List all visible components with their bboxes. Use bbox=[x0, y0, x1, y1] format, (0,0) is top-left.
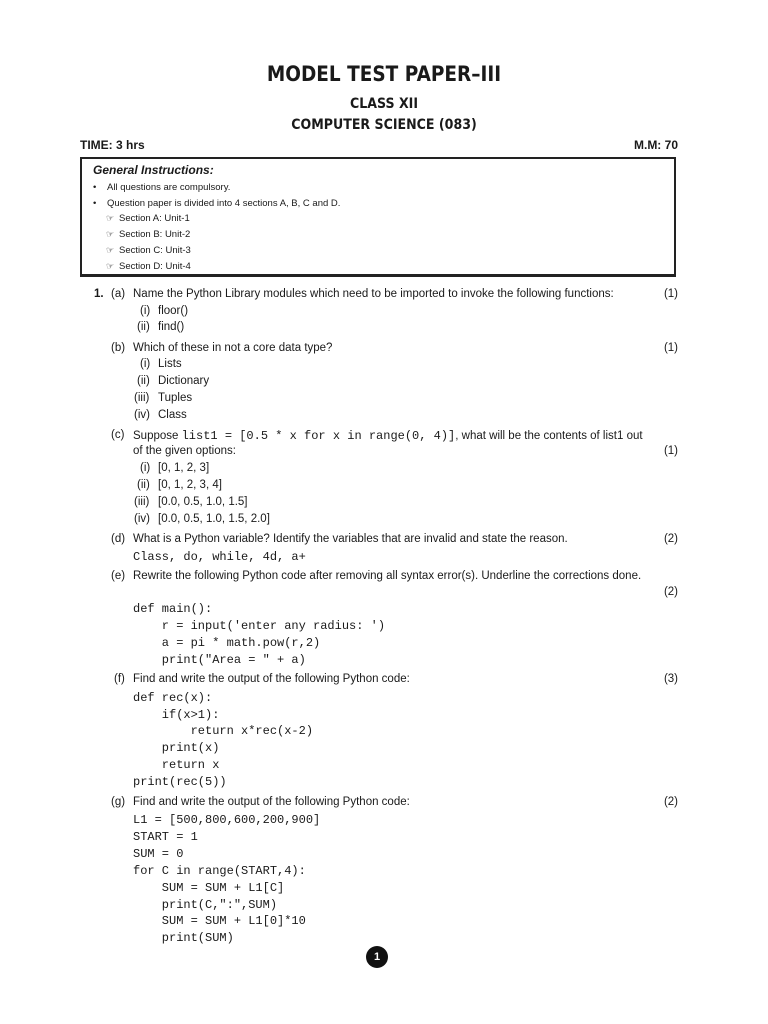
part-b-marks: (1) bbox=[663, 342, 678, 354]
option-text: [0, 1, 2, 3, 4] bbox=[158, 479, 222, 491]
part-f-label: (f) bbox=[114, 673, 125, 685]
part-f-text: Find and write the output of the following Python code: bbox=[133, 673, 410, 685]
part-g-text: Find and write the output of the following Python code: bbox=[133, 796, 410, 808]
part-b-label: (b) bbox=[111, 342, 126, 354]
section-item: ☞ Section C: Unit-3 bbox=[106, 245, 191, 256]
option-label: (iii) bbox=[134, 392, 150, 404]
part-c-text-cont: of the given options: bbox=[133, 445, 236, 457]
part-c-marks: (1) bbox=[663, 445, 678, 457]
code-line: print(C,":",SUM) bbox=[133, 898, 278, 912]
pointing-hand-icon: ☞ bbox=[106, 213, 115, 223]
code-line: return x*rec(x-2) bbox=[133, 724, 314, 738]
part-b-text: Which of these in not a core data type? bbox=[133, 342, 333, 354]
option-text: floor() bbox=[158, 305, 189, 317]
instruction-bullet: • All questions are compulsory. bbox=[93, 182, 231, 193]
option-label: (iv) bbox=[134, 409, 150, 421]
option-label: (ii) bbox=[137, 375, 150, 387]
option-text: find() bbox=[158, 321, 185, 333]
paper-title: MODEL TEST PAPER–III bbox=[266, 62, 502, 86]
option-text: Lists bbox=[158, 358, 182, 370]
part-g-label: (g) bbox=[111, 796, 126, 808]
code-line: for C in range(START,4): bbox=[133, 864, 306, 878]
part-d-text: What is a Python variable? Identify the variables that are invalid and state the reason. bbox=[133, 533, 568, 545]
instruction-bullet: • Question paper is divided into 4 sections A, B, C and D. bbox=[93, 198, 341, 209]
option-label: (i) bbox=[140, 305, 151, 317]
part-a-marks: (1) bbox=[663, 288, 678, 300]
part-c-text: Suppose list1 = [0.5 * x for x in range(0, 4)], what will be the contents of list1 out bbox=[133, 429, 643, 443]
part-e-label: (e) bbox=[111, 570, 126, 582]
option-label: (ii) bbox=[137, 479, 150, 491]
time-label: TIME: 3 hrs bbox=[80, 138, 145, 152]
part-f-marks: (3) bbox=[663, 673, 678, 685]
pointing-hand-icon: ☞ bbox=[106, 245, 115, 255]
option-label: (iv) bbox=[134, 513, 150, 525]
section-item: ☞ Section A: Unit-1 bbox=[106, 213, 190, 224]
option-label: (iii) bbox=[134, 496, 150, 508]
code-line: r = input('enter any radius: ') bbox=[133, 619, 386, 633]
instructions-box bbox=[80, 157, 676, 277]
option-text: [0.0, 0.5, 1.0, 1.5, 2.0] bbox=[158, 513, 270, 525]
option-label: (i) bbox=[140, 358, 151, 370]
part-d-code: Class, do, while, 4d, a+ bbox=[133, 550, 306, 564]
code-line: return x bbox=[133, 758, 220, 772]
code-line: print(SUM) bbox=[133, 931, 234, 945]
code-line: print(x) bbox=[133, 741, 220, 755]
code-line: def rec(x): bbox=[133, 691, 213, 705]
code-line: a = pi * math.pow(r,2) bbox=[133, 636, 321, 650]
option-text: Dictionary bbox=[158, 375, 210, 387]
code-line: def main(): bbox=[133, 602, 213, 616]
instructions-heading: General Instructions: bbox=[93, 163, 214, 177]
code-line: if(x>1): bbox=[133, 708, 220, 722]
bullet-icon: • bbox=[93, 198, 97, 209]
part-e-marks: (2) bbox=[663, 586, 678, 598]
page-number: 1 bbox=[366, 946, 388, 968]
part-a-label: (a) bbox=[111, 288, 126, 300]
part-d-label: (d) bbox=[111, 533, 126, 545]
section-item: ☞ Section B: Unit-2 bbox=[106, 229, 191, 240]
pointing-hand-icon: ☞ bbox=[106, 261, 115, 271]
code-line: L1 = [500,800,600,200,900] bbox=[133, 813, 321, 827]
part-c-label: (c) bbox=[111, 429, 125, 441]
section-item: ☞ Section D: Unit-4 bbox=[106, 261, 191, 272]
part-a-text: Name the Python Library modules which need to be imported to invoke the following functions: bbox=[133, 288, 614, 300]
option-text: Tuples bbox=[158, 392, 193, 404]
bullet-icon: • bbox=[93, 182, 97, 193]
class-label: CLASS XII bbox=[349, 96, 419, 112]
option-label: (ii) bbox=[137, 321, 150, 333]
option-text: [0, 1, 2, 3] bbox=[158, 462, 210, 474]
option-label: (i) bbox=[140, 462, 151, 474]
question-number: 1. bbox=[94, 288, 104, 300]
subject-label: COMPUTER SCIENCE (083) bbox=[291, 117, 477, 133]
code-line: print(rec(5)) bbox=[133, 775, 227, 789]
code-line: print("Area = " + a) bbox=[133, 653, 306, 667]
max-marks-label: M.M: 70 bbox=[633, 138, 678, 152]
code-line: START = 1 bbox=[133, 830, 198, 844]
pointing-hand-icon: ☞ bbox=[106, 229, 115, 239]
code-line: SUM = 0 bbox=[133, 847, 184, 861]
code-line: SUM = SUM + L1[C] bbox=[133, 881, 285, 895]
option-text: [0.0, 0.5, 1.0, 1.5] bbox=[158, 496, 248, 508]
inline-code: list1 = [0.5 * x for x in range(0, 4)] bbox=[181, 429, 456, 443]
option-text: Class bbox=[158, 409, 187, 421]
part-g-marks: (2) bbox=[663, 796, 678, 808]
part-d-marks: (2) bbox=[663, 533, 678, 545]
code-line: SUM = SUM + L1[0]*10 bbox=[133, 914, 306, 928]
part-e-text: Rewrite the following Python code after removing all syntax error(s). Underline the corrections done. bbox=[133, 570, 642, 582]
